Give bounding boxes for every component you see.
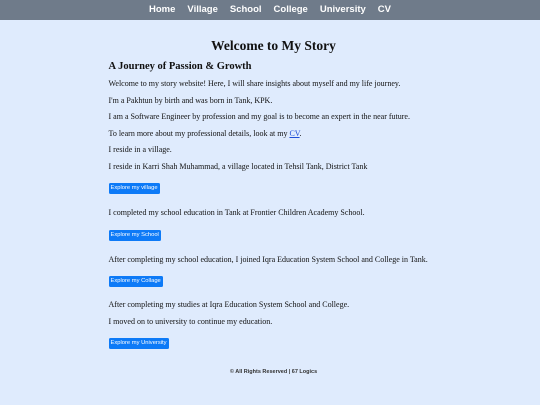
- nav-college-link[interactable]: College: [273, 4, 308, 15]
- studies-paragraph: After completing my studies at Iqra Education System School and College.: [108, 300, 350, 309]
- nav-university-link[interactable]: University: [319, 4, 366, 15]
- cv-text-before: To learn more about my professional details, look at my: [108, 128, 290, 138]
- nav-school-link[interactable]: School: [229, 4, 262, 15]
- explore-college-button[interactable]: Explore my Collage: [109, 276, 163, 287]
- university-paragraph: I moved on to university to continue my education.: [108, 316, 273, 326]
- nav-home-link[interactable]: Home: [149, 4, 176, 15]
- explore-university-button[interactable]: Explore my University: [109, 338, 169, 349]
- top-navbar: [0, 0, 540, 20]
- cv-paragraph: [109, 129, 439, 138]
- village-paragraph: I reside in a village.: [108, 145, 172, 154]
- college-paragraph: After completing my school education, I joined Iqra Education System School and College in Tank.: [108, 254, 428, 264]
- page-title: Welcome to My Story: [211, 38, 336, 53]
- footer-copyright: © All Rights Reserved | 67 Logics: [229, 369, 318, 375]
- page-subtitle: A Journey of Passion & Growth: [108, 61, 252, 72]
- cv-link[interactable]: CV: [289, 128, 300, 138]
- nav-cv-link[interactable]: CV: [377, 4, 391, 15]
- profession-paragraph: I am a Software Engineer by profession and my goal is to become an expert in the near future.: [108, 112, 410, 121]
- explore-village-button[interactable]: Explore my village: [109, 183, 160, 194]
- origin-paragraph: I'm a Pakhtun by birth and was born in Tank, KPK.: [108, 95, 273, 105]
- main-content: [102, 38, 439, 375]
- intro-paragraph: Welcome to my story website! Here, I will share insights about myself and my life journey.: [108, 79, 401, 88]
- explore-school-button[interactable]: Explore my School: [109, 230, 161, 241]
- village-detail-paragraph: I reside in Karri Shah Muhammad, a village located in Tehsil Tank, District Tank: [108, 161, 368, 171]
- cv-text-after: .: [299, 128, 302, 138]
- nav-village-link[interactable]: Village: [187, 4, 218, 15]
- school-paragraph: I completed my school education in Tank at Frontier Children Academy School.: [108, 208, 365, 217]
